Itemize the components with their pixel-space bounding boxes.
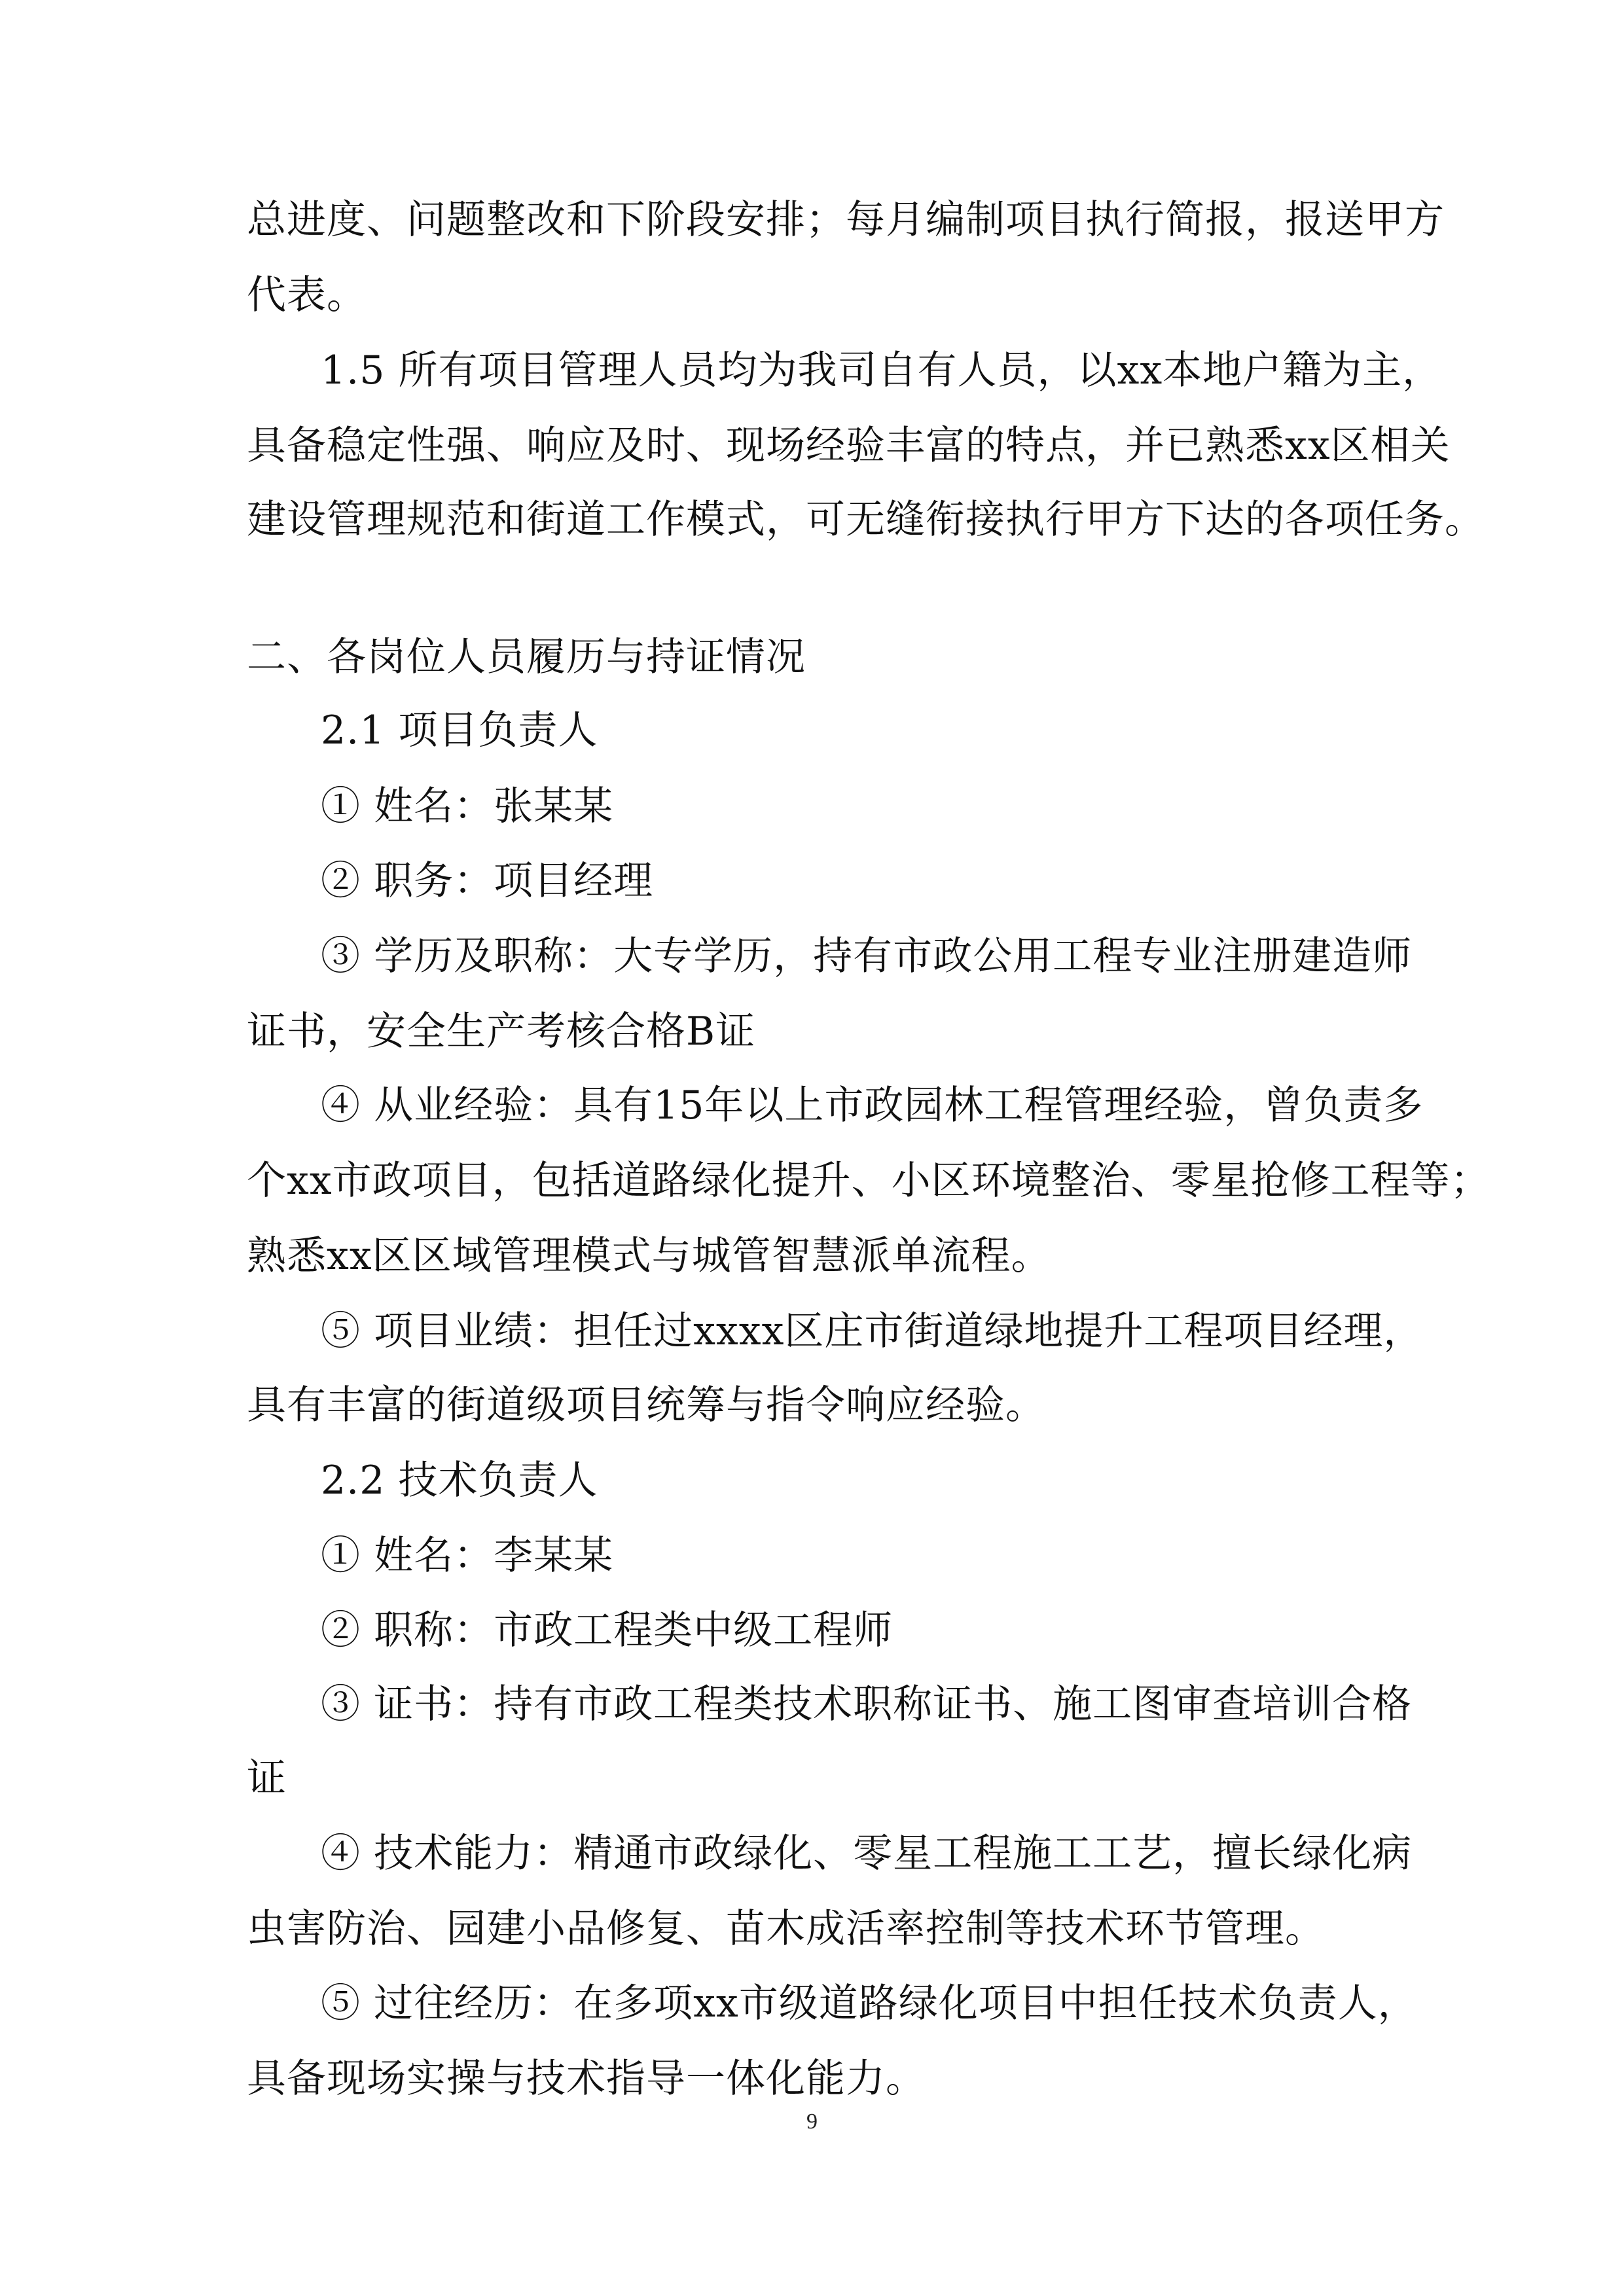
list-item-experience: ④ 从业经验：具有15年以上市政园林工程管理经验，曾负责多 [321, 1083, 1424, 1128]
list-item-performance-continued: 具有丰富的街道级项目统筹与指令响应经验。 [247, 1382, 1045, 1428]
body-text-line: 代表。 [247, 272, 367, 318]
list-item-title: ② 职称：市政工程类中级工程师 [321, 1607, 893, 1653]
section-1-5-paragraph-line: 建设管理规范和街道工作模式，可无缝衔接执行甲方下达的各项任务。 [247, 497, 1485, 543]
list-item-past-experience-continued: 具备现场实操与技术指导一体化能力。 [247, 2056, 926, 2102]
list-item-experience-continued: 熟悉xx区区域管理模式与城管智慧派单流程。 [247, 1233, 1051, 1279]
list-item-education: ③ 学历及职称：大专学历，持有市政公用工程专业注册建造师 [321, 933, 1413, 979]
list-item-performance: ⑤ 项目业绩：担任过xxxx区庄市街道绿地提升工程项目经理， [321, 1308, 1424, 1354]
subsection-heading-2-2: 2.2 技术负责人 [321, 1458, 598, 1503]
list-item-position: ② 职务：项目经理 [321, 858, 654, 904]
subsection-heading-2-1: 2.1 项目负责人 [321, 708, 598, 753]
list-item-technical-ability: ④ 技术能力：精通市政绿化、零星工程施工工艺，擅长绿化病 [321, 1831, 1413, 1876]
list-item-technical-ability-continued: 虫害防治、园建小品修复、苗木成活率控制等技术环节管理。 [247, 1906, 1325, 1952]
section-1-5-paragraph-line: 具备稳定性强、响应及时、现场经验丰富的特点，并已熟悉xx区相关 [247, 423, 1451, 469]
list-item-education-continued: 证书，安全生产考核合格B证 [247, 1009, 756, 1054]
list-item-certificates: ③ 证书：持有市政工程类技术职称证书、施工图审查培训合格 [321, 1681, 1413, 1727]
section-1-5-paragraph-line: 1.5 所有项目管理人员均为我司自有人员，以xx本地户籍为主， [321, 348, 1443, 393]
page-number: 9 [806, 2109, 818, 2134]
list-item-name: ① 姓名：李某某 [321, 1533, 614, 1579]
section-heading: 二、各岗位人员履历与持证情况 [247, 634, 806, 680]
list-item-certificates-continued: 证 [247, 1755, 287, 1801]
body-text-line: 总进度、问题整改和下阶段安排；每月编制项目执行简报，报送甲方 [247, 197, 1445, 243]
list-item-past-experience: ⑤ 过往经历：在多项xx市级道路绿化项目中担任技术负责人， [321, 1981, 1418, 2026]
list-item-name: ① 姓名：张某某 [321, 783, 614, 829]
list-item-experience-continued: 个xx市政项目，包括道路绿化提升、小区环境整治、零星抢修工程等； [247, 1158, 1490, 1204]
